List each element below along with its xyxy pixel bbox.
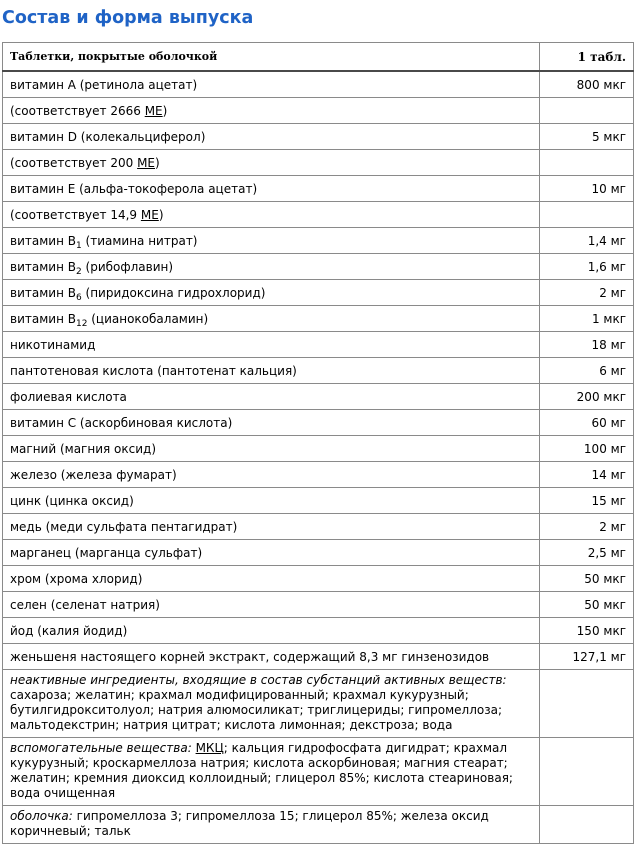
ingredient-name: медь (меди сульфата пентагидрат) xyxy=(3,514,540,540)
table-header-row xyxy=(3,43,634,72)
ingredient-amount: 60 мг xyxy=(540,410,634,436)
ingredient-amount: 10 мг xyxy=(540,176,634,202)
ingredient-amount: 50 мкг xyxy=(540,592,634,618)
table-row xyxy=(3,436,634,462)
equivalent-prefix: (соответствует 2666 xyxy=(10,103,145,118)
table-row xyxy=(3,306,634,332)
table-row xyxy=(3,462,634,488)
name-prefix: витамин B xyxy=(10,285,76,300)
table-row xyxy=(3,644,634,670)
table-row xyxy=(3,124,634,150)
name-prefix: витамин B xyxy=(10,311,76,326)
table-row xyxy=(3,280,634,306)
ingredient-amount xyxy=(540,150,634,176)
ingredient-amount xyxy=(540,202,634,228)
header-form: Таблетки, покрытые оболочкой xyxy=(3,43,540,72)
ingredient-name: селен (селенат натрия) xyxy=(3,592,540,618)
ingredient-amount: 5 мкг xyxy=(540,124,634,150)
name-suffix: (тиамина нитрат) xyxy=(81,233,198,248)
ingredient-amount: 1,4 мг xyxy=(540,228,634,254)
inactive-ingredients xyxy=(3,670,540,738)
name-suffix: (рибофлавин) xyxy=(81,259,174,274)
ingredient-amount: 127,1 мг xyxy=(540,644,634,670)
empty-cell xyxy=(540,738,634,806)
ingredient-name xyxy=(3,280,540,306)
ingredient-name xyxy=(3,228,540,254)
coating-text: гипромеллоза 3; гипромеллоза 15; глицерол 85%; железа оксид коричневый; тальк xyxy=(10,809,489,838)
ingredient-amount: 100 мг xyxy=(540,436,634,462)
ingredient-amount: 15 мг xyxy=(540,488,634,514)
ingredient-name: никотинамид xyxy=(3,332,540,358)
excipients-text: ; кальция гидрофосфата дигидрат; крахмал кукурузный; кроскармеллоза натрия; кислота аскорбиновая; магния стеарат; желатин; кремния диоксид коллоидный; глицерол 85%; кислота стеариновая; вода очищенная xyxy=(10,741,513,800)
ingredient-name: йод (калия йодид) xyxy=(3,618,540,644)
subscript: 1 xyxy=(75,240,82,251)
coating xyxy=(3,806,540,844)
excipients-row xyxy=(3,738,634,806)
table-row xyxy=(3,71,634,98)
ingredient-amount: 2,5 мг xyxy=(540,540,634,566)
page-title: Состав и форма выпуска xyxy=(2,8,254,28)
equivalent-suffix: ) xyxy=(155,155,160,170)
ingredient-amount: 18 мг xyxy=(540,332,634,358)
equivalent-prefix: (соответствует 200 xyxy=(10,155,138,170)
ingredient-name xyxy=(3,306,540,332)
name-suffix: (цианокобаламин) xyxy=(87,311,209,326)
table-row xyxy=(3,488,634,514)
table-row xyxy=(3,98,634,124)
ingredient-equivalent xyxy=(3,98,540,124)
name-prefix: витамин B xyxy=(10,259,76,274)
ingredient-name: женьшеня настоящего корней экстракт, содержащий 8,3 мг гинзенозидов xyxy=(3,644,540,670)
table-row xyxy=(3,176,634,202)
table-row xyxy=(3,358,634,384)
subscript: 6 xyxy=(75,292,82,303)
equivalent-prefix: (соответствует 14,9 xyxy=(10,207,141,222)
ingredient-equivalent xyxy=(3,150,540,176)
unit-abbreviation: МЕ xyxy=(140,207,159,222)
excipients-abbr: МКЦ xyxy=(195,741,224,755)
inactive-label: неактивные ингредиенты, входящие в состав субстанций активных веществ: xyxy=(10,673,507,687)
table-row xyxy=(3,228,634,254)
inactive-text: сахароза; желатин; крахмал модифицированный; крахмал кукурузный; бутилгидрокситолуол; натрия алюмосиликат; триглицериды; гипромеллоза; мальтодекстрин; натрия цитрат; кислота лимонная; декстроза; вода xyxy=(10,688,502,732)
table-row xyxy=(3,618,634,644)
ingredient-amount xyxy=(540,98,634,124)
name-suffix: (пиридоксина гидрохлорид) xyxy=(81,285,266,300)
equivalent-suffix: ) xyxy=(158,207,164,222)
excipients-label: вспомогательные вещества: xyxy=(10,741,192,755)
ingredient-amount: 2 мг xyxy=(540,514,634,540)
empty-cell xyxy=(540,806,634,844)
ingredient-name: витамин D (колекальциферол) xyxy=(3,124,540,150)
table-row xyxy=(3,202,634,228)
table-row xyxy=(3,332,634,358)
ingredient-name: цинк (цинка оксид) xyxy=(3,488,540,514)
ingredient-equivalent xyxy=(3,202,540,228)
ingredient-amount: 2 мг xyxy=(540,280,634,306)
ingredient-amount: 1 мкг xyxy=(540,306,634,332)
subscript: 12 xyxy=(75,318,88,329)
table-row xyxy=(3,384,634,410)
equivalent-suffix: ) xyxy=(162,103,168,118)
coating-row xyxy=(3,806,634,844)
table-row xyxy=(3,566,634,592)
ingredient-amount: 800 мкг xyxy=(540,71,634,98)
table-row xyxy=(3,150,634,176)
ingredient-name: хром (хрома хлорид) xyxy=(3,566,540,592)
composition-table xyxy=(2,42,634,844)
table-row xyxy=(3,592,634,618)
ingredient-name: фолиевая кислота xyxy=(3,384,540,410)
unit-abbreviation: МЕ xyxy=(144,103,163,118)
ingredient-name: железо (железа фумарат) xyxy=(3,462,540,488)
subscript: 2 xyxy=(75,266,82,277)
ingredient-name: витамин A (ретинола ацетат) xyxy=(3,71,540,98)
table-row xyxy=(3,540,634,566)
excipients xyxy=(3,738,540,806)
empty-cell xyxy=(540,670,634,738)
name-prefix: витамин B xyxy=(10,233,76,248)
unit-abbreviation: МЕ xyxy=(137,155,156,170)
ingredient-name: витамин E (альфа-токоферола ацетат) xyxy=(3,176,540,202)
ingredient-name: марганец (марганца сульфат) xyxy=(3,540,540,566)
ingredient-name: магний (магния оксид) xyxy=(3,436,540,462)
header-per-tablet: 1 табл. xyxy=(540,43,634,72)
ingredient-amount: 6 мг xyxy=(540,358,634,384)
ingredient-name xyxy=(3,254,540,280)
ingredient-amount: 50 мкг xyxy=(540,566,634,592)
ingredient-amount: 1,6 мг xyxy=(540,254,634,280)
table-row xyxy=(3,514,634,540)
ingredient-amount: 150 мкг xyxy=(540,618,634,644)
coating-label: оболочка: xyxy=(10,809,73,823)
ingredient-amount: 200 мкг xyxy=(540,384,634,410)
ingredient-name: витамин C (аскорбиновая кислота) xyxy=(3,410,540,436)
table-row xyxy=(3,254,634,280)
ingredient-name: пантотеновая кислота (пантотенат кальция) xyxy=(3,358,540,384)
ingredient-amount: 14 мг xyxy=(540,462,634,488)
table-row xyxy=(3,410,634,436)
inactive-ingredients-row xyxy=(3,670,634,738)
